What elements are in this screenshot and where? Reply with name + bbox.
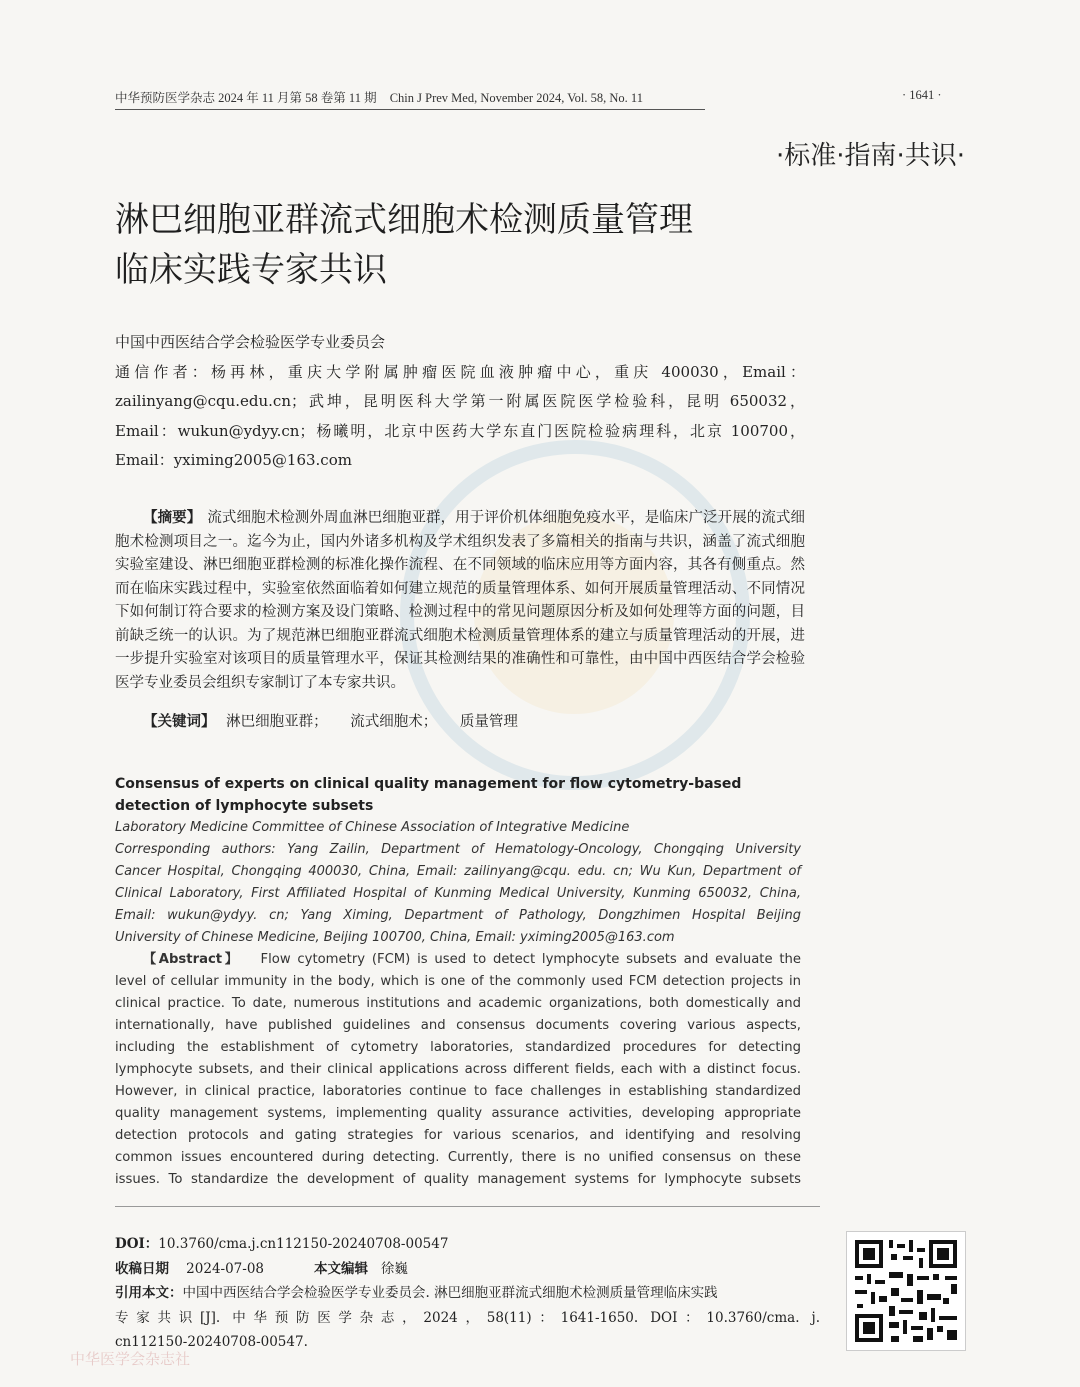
title-line-2: 临床实践专家共识 [115,250,387,290]
english-abstract-line: issues. To standardize the development of quality management systems for lymphocyte subsets [115,1172,801,1187]
english-abstract-line: clinical practice. To date, numerous institutions and academic organizations, both domestically and [115,996,801,1011]
english-corresponding-line-1: Corresponding authors: Yang Zailin, Department of Hematology-Oncology, Chongqing University [115,842,801,857]
page-number: · 1641 · [902,88,942,102]
abstract-cn-label: 【摘要】 [143,509,202,526]
corresponding-line-1: 通信作者：杨再林，重庆大学附属肿瘤医院血液肿瘤中心，重庆 400030，Email： [115,362,805,381]
corresponding-line-3: Email：wukun@ydyy.cn；杨曦明，北京中医药大学东直门医院检验病理科，北京 100700， [115,421,805,440]
keywords-cn-label: 【关键词】 [143,713,216,730]
author-committee: 中国中西医结合学会检验医学专业委员会 [115,333,386,351]
publisher-name: 中华医学会杂志社 [70,1350,191,1368]
corresponding-line-2: zailinyang@cqu.edu.cn；武坤，昆明医科大学第一附属医院医学检验科，昆明 650032， [115,392,805,410]
keyword: 质量管理 [459,714,518,730]
english-corresponding-line-2: Cancer Hospital, Chongqing 400030, China, Email: zailinyang@cqu. edu. cn; Wu Kun, Department of [115,864,801,879]
running-header [115,88,705,110]
qr-code[interactable] [846,1231,966,1351]
english-abstract-line: common issues encountered during detecting. Currently, there is no unified consensus on these [115,1150,801,1165]
journal-name-cn: 中华预防医学杂志 2024 年 11 月第 58 卷第 11 期 [115,91,377,105]
doi-link[interactable]: 10.3760/cma.j.cn112150-20240708-00547 [158,1236,449,1252]
english-abstract-label: 【Abstract】 [143,952,241,967]
english-abstract-line: level of cellular immunity in the body, which is one of the commonly used FCM detection projects in [115,974,801,989]
english-author-block [115,817,801,949]
english-abstract-line: internationally, have published guidelines and consensus documents covering various aspects, [115,1018,801,1033]
article-title [115,195,835,295]
received-date: 2024-07-08 [186,1260,265,1277]
received-label: 收稿日期 [115,1260,169,1277]
author-block [115,328,805,476]
english-abstract [115,949,801,1191]
doi-row [115,1232,820,1257]
editor-name: 徐巍 [380,1260,408,1277]
editor-label: 本文编辑 [314,1260,369,1277]
column-label: ·标准·指南·共识· [775,141,965,171]
keyword: 淋巴细胞亚群； [226,714,328,730]
publisher-logo-watermark [70,1348,190,1369]
article-footer [115,1232,820,1355]
english-corresponding-line-3: Clinical Laboratory, First Affiliated Hospital of Kunming Medical University, Kunming 650032, China, [115,886,801,901]
citation-line-2: 专家共识[J]. 中华预防医学杂志，2024，58(11)：1641-1650. DOI：10.3760/cma. j. [115,1309,820,1326]
english-title: Consensus of experts on clinical quality management for flow cytometry-based detection of lymphocyte subsets [115,776,742,814]
abstract-cn-text: 流式细胞术检测外周血淋巴细胞亚群，用于评价机体细胞免疫水平，是临床广泛开展的流式细胞术检测项目之一。迄今为止，国内外诸多机构及学术组织发表了多篇相关的指南与共识，涵盖了流式细胞实验室建设、淋巴细胞亚群检测的标准化操作流程、在不同领域的临床应用等方面内容，其各有侧重点。然而在临床实践过程中，实验室依然面临着如何建立规范的质量管理体系、如何开展质量管理活动、不同情况下如何制订符合要求的检测方案及设门策略、检测过程中的常见问题原因分析及如何处理等方面的问题，目前缺乏统一的认识。为了规范淋巴细胞亚群流式细胞术检测质量管理体系的建立与质量管理活动的开展，进一步提升实验室对该项目的质量管理水平，保证其检测结果的准确性和可靠性，由中国中西医结合学会检验医学专业委员会组织专家制订了本专家共识。 [115,510,806,691]
title-line-1: 淋巴细胞亚群流式细胞术检测质量管理 [115,200,693,240]
journal-name-en: Chin J Prev Med, November 2024, Vol. 58, No. 11 [389,91,643,105]
english-abstract-line: quality management systems, implementing quality assurance activities, developing appropriate [115,1106,801,1121]
english-committee: Laboratory Medicine Committee of Chinese Association of Integrative Medicine [115,820,630,835]
citation-label: 引用本文： [115,1285,183,1301]
english-abstract-line: including the establishment of cytometry laboratories, standardized procedures for detecting [115,1040,801,1055]
english-abstract-line: However, in clinical practice, laboratories continue to face challenges in establishing standardized [115,1084,801,1099]
keyword: 流式细胞术； [350,714,438,730]
dates-row [115,1257,820,1282]
citation-row [115,1281,820,1306]
doi-label: DOI： [115,1236,159,1252]
corresponding-line-4: Email：yximing2005@163.com [115,451,352,469]
keywords-cn [115,710,805,735]
citation-line-3: cn112150-20240708-00547. [115,1334,308,1350]
qr-code-graphic [847,1232,965,1350]
abstract-cn [115,506,805,695]
footer-divider [115,1206,820,1207]
english-abstract-line: 【Abstract】 Flow cytometry (FCM) is used to detect lymphocyte subsets and evaluate the [143,952,801,967]
english-abstract-line: lymphocyte subsets, and their clinical applications across different fields, each with a distinct focus. [115,1062,801,1077]
english-abstract-line: detection protocols and gating strategies for various scenarios, and identifying and resolving [115,1128,801,1143]
citation-line-1: 中国中西医结合学会检验医学专业委员会. 淋巴细胞亚群流式细胞术检测质量管理临床实践 [182,1285,718,1301]
english-corresponding-line-4: Email: wukun@ydyy. cn; Yang Ximing, Department of Pathology, Dongzhimen Hospital Beijing [115,908,801,923]
english-corresponding-line-5: University of Chinese Medicine, Beijing 100700, China, Email: yximing2005@163.com [115,930,675,945]
